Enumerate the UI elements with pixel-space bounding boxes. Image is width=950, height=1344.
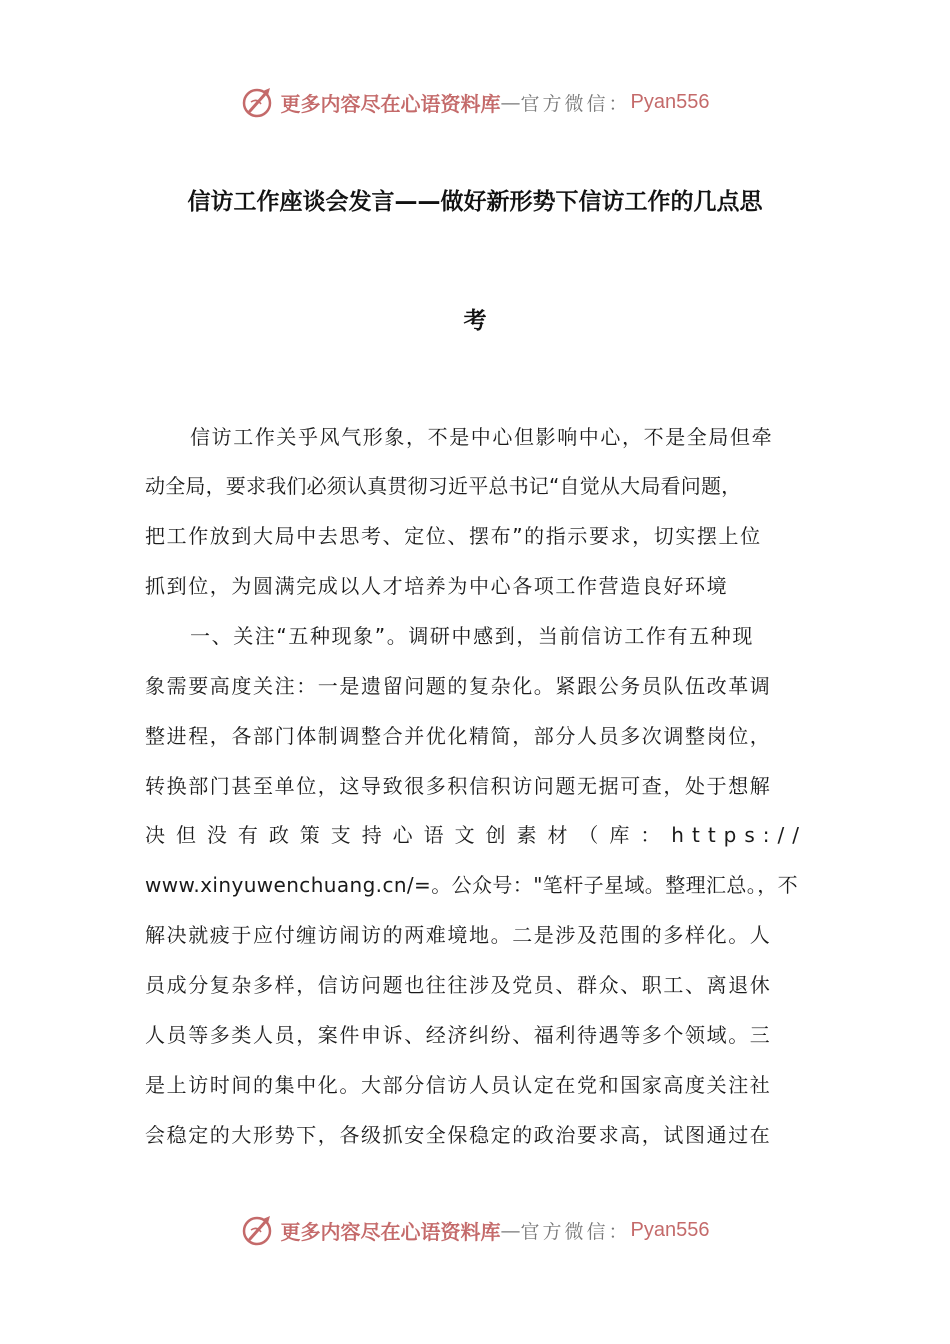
- body-line: 解决就疲于应付缠访闹访的两难境地。二是涉及范围的多样化。人: [145, 923, 772, 947]
- body-line: 象需要高度关注：一是遗留问题的复杂化。紧跟公务员队伍改革调: [145, 674, 772, 698]
- body-line: www.xinyuwenchuang.cn/=。公众号："笔杆子星域。整理汇总。，不: [145, 873, 799, 897]
- body-line: 动全局，要求我们必须认真贯彻习近平总书记“自觉从大局看问题，: [145, 474, 742, 498]
- watermark-handle: Pyan556: [630, 90, 710, 113]
- body-line: 把工作放到大局中去思考、定位、摆布”的指示要求，切实摆上位: [145, 524, 762, 548]
- watermark-main-text: 更多内容尽在心语资料库: [280, 1219, 501, 1244]
- watermark-separator: —: [500, 1218, 521, 1242]
- body-line: 一、关注“五种现象”。调研中感到，当前信访工作有五种现: [190, 624, 754, 648]
- document-title-line-1: 信访工作座谈会发言——做好新形势下信访工作的几点思: [187, 189, 763, 215]
- body-line: 员成分复杂多样，信访问题也往往涉及党员、群众、职工、离退休: [145, 973, 772, 997]
- pen-logo-icon: [241, 85, 275, 119]
- watermark-sub-text: 官方微信：: [520, 92, 631, 115]
- watermark-separator: —: [500, 90, 521, 114]
- footer-watermark-banner: [0, 1210, 950, 1250]
- pen-logo-icon: [241, 1213, 275, 1247]
- watermark-handle: Pyan556: [630, 1218, 710, 1241]
- body-line: 会稳定的大形势下，各级抓安全保稳定的政治要求高，试图通过在: [145, 1123, 772, 1147]
- body-line: 抓到位，为圆满完成以人才培养为中心各项工作营造良好环境: [145, 574, 729, 598]
- body-line: 是上访时间的集中化。大部分信访人员认定在党和国家高度关注社: [145, 1073, 772, 1097]
- body-line: 整进程，各部门体制调整合并优化精简，部分人员多次调整岗位，: [145, 724, 772, 748]
- body-line: 决但没有政策支持心语文创素材（库：https://: [145, 823, 807, 847]
- body-line: 信访工作关乎风气形象，不是中心但影响中心，不是全局但牵: [190, 425, 774, 449]
- body-line: 转换部门甚至单位，这导致很多积信积访问题无据可查，处于想解: [145, 774, 772, 798]
- watermark-main-text: 更多内容尽在心语资料库: [280, 91, 501, 116]
- watermark-sub-text: 官方微信：: [520, 1220, 631, 1243]
- header-watermark-banner: [0, 82, 950, 122]
- document-title-line-2: 考: [463, 308, 487, 334]
- body-line: 人员等多类人员，案件申诉、经济纠纷、福利待遇等多个领域。三: [145, 1023, 772, 1047]
